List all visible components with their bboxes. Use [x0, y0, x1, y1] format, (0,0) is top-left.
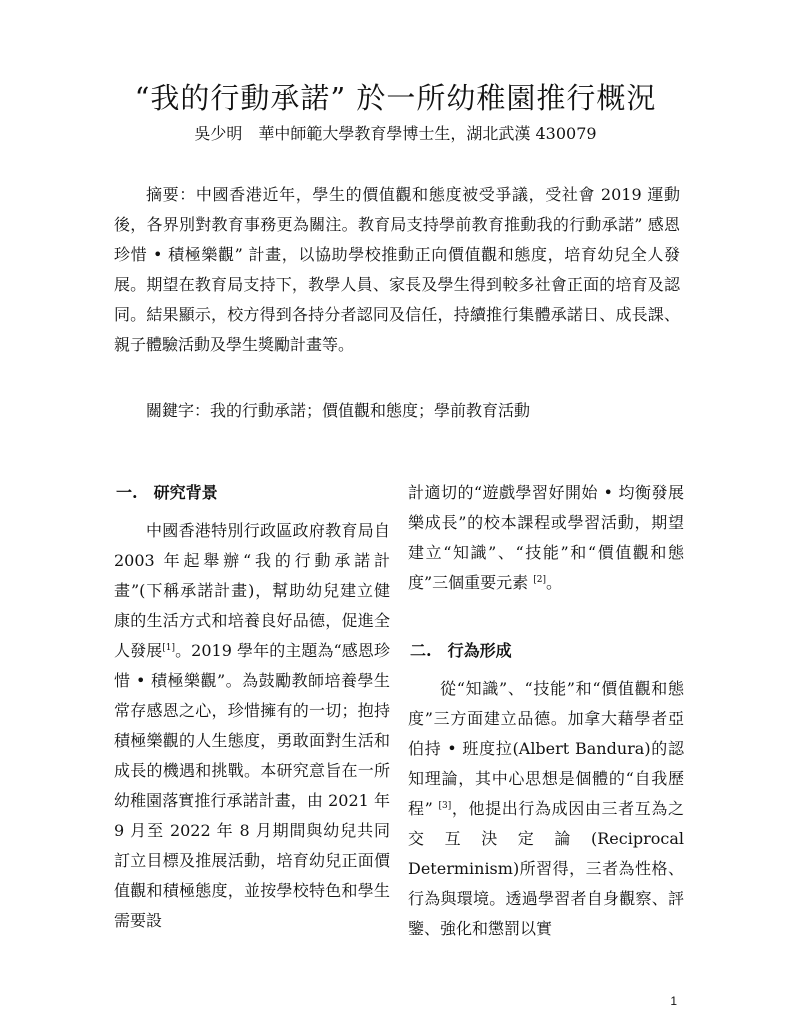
- section-1-text-b: 。2019 學年的主題為“感恩珍惜 • 積極樂觀”。為鼓勵教師培養學生常存感恩之心，珍惜擁有的一切；抱持積極樂觀的人生態度，勇敢面對生活和成長的機遇和挑戰。本研究意旨在一所幼稚園落實推行承諾計畫，由 2021 年 9 月至 2022 年 8 月期間與幼兒共同訂立目標及推展活動，培育幼兒正面價值觀和積極態度，並按學校特色和學生需要設: [114, 641, 390, 930]
- section-1-heading: 一. 研究背景: [116, 483, 218, 502]
- paper-title: “我的行動承諾” 於一所幼稚園推行概況: [134, 81, 657, 115]
- page-number: 1: [670, 994, 677, 1008]
- reference-3: [3]: [438, 801, 452, 811]
- section-1-text-c: 計適切的“遊戲學習好開始 • 均衡發展樂成長”的校本課程或學習活動，期望建立“知識”、“技能”和“價值觀和態度”三個重要元素: [408, 483, 684, 592]
- section-1-text-a: 中國香港特別行政區政府教育局自 2003 年起舉辦“我的行動承諾計畫”(下稱承諾計畫)，幫助幼兒建立健康的生活方式和培養良好品德，促進全人發展: [114, 521, 390, 660]
- section-1-text-d: 。: [546, 573, 563, 592]
- section-2-body: [408, 674, 684, 944]
- section-2-text-a: 從“知識”、“技能”和“價值觀和態度”三方面建立品德。加拿大藉學者亞伯持 • 班度拉(Albert Bandura)的認知理論，其中心思想是個體的“自我歷程”: [408, 679, 684, 818]
- author-line: 吳少明 華中師範大學教育學博士生，湖北武漢 430079: [194, 124, 597, 143]
- section-1-body: [114, 516, 390, 936]
- left-column: [114, 478, 390, 936]
- section-2-text-b: ，他提出行為成因由三者互為之交互決定論(Reciprocal Determinism)所習得，三者為性格、行為與環境。透過學習者自身觀察、評鑒、強化和懲罰以實: [408, 799, 684, 938]
- right-column: [408, 478, 684, 944]
- section-1-continued: [408, 478, 684, 598]
- reference-1: [1]: [162, 643, 175, 653]
- reference-2: [2]: [533, 575, 547, 585]
- keywords: 關鍵字：我的行動承諾；價值觀和態度；學前教育活動: [146, 401, 531, 420]
- abstract: 摘要：中國香港近年，學生的價值觀和態度被受爭議，受社會 2019 運動後，各界別對教育事務更為關注。教育局支持學前教育推動我的行動承諾” 感恩珍惜 • 積極樂觀” 計畫，以協助學校推動正向價值觀和態度，培育幼兒全人發展。期望在教育局支持下，教學人員、家長及學生得到較多社會正面的培育及認同。結果顯示，校方得到各持分者認同及信任，持續推行集體承諾日、成長課、親子體驗活動及學生獎勵計畫等。: [114, 185, 680, 354]
- section-2-heading: 二. 行為形成: [410, 641, 512, 660]
